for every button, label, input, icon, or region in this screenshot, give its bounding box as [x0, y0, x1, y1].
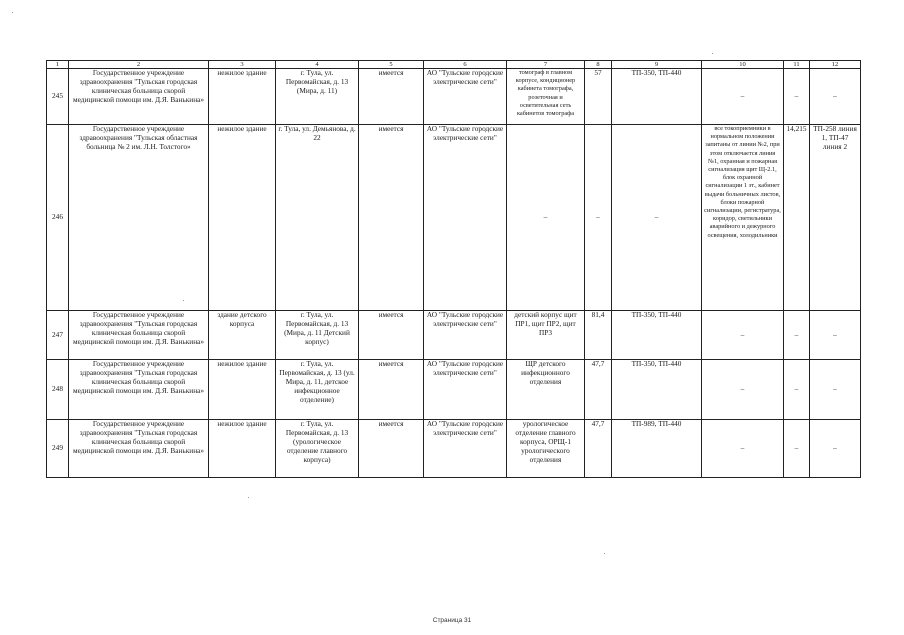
scan-speck	[183, 300, 184, 301]
institution-name: Государственное учреждение здравоохранения "Тульская городская клиническая больница скорой медицинской помощи им. Д.Я. Ванькина»	[69, 311, 209, 360]
row-number: 246	[47, 125, 69, 311]
row-number: 248	[47, 360, 69, 420]
row-number: 247	[47, 311, 69, 360]
institution-name: Государственное учреждение здравоохранения "Тульская городская клиническая больница скорой медицинской помощи им. Д.Я. Ванькина»	[69, 360, 209, 420]
substations: –	[612, 125, 702, 311]
col11-value: –	[784, 360, 810, 420]
building-type: нежилое здание	[209, 125, 276, 311]
col-header: 7	[507, 61, 585, 69]
col-header: 8	[585, 61, 612, 69]
address: г. Тула, ул. Первомайская, д. 13 (Мира, д. 11 Детский корпус)	[276, 311, 359, 360]
institution-name: Государственное учреждение здравоохранения "Тульская областная больница № 2 им. Л.Н. Толстого»	[69, 125, 209, 311]
network-org: АО "Тульские городские электрические сети"	[424, 360, 507, 420]
availability: имеется	[359, 69, 424, 125]
building-type: нежилое здание	[209, 69, 276, 125]
col12-value: –	[810, 420, 861, 478]
row-number: 249	[47, 420, 69, 478]
col-header: 1	[47, 61, 69, 69]
scan-speck	[604, 553, 605, 554]
col11-value: –	[784, 69, 810, 125]
equipment-description: детский корпус щит ПР1, щит ПР2, щит ПР3	[507, 311, 585, 360]
col-header: 6	[424, 61, 507, 69]
col12-value: –	[810, 69, 861, 125]
col11-value: –	[784, 420, 810, 478]
col-header: 4	[276, 61, 359, 69]
building-type: нежилое здание	[209, 360, 276, 420]
network-org: АО "Тульские городские электрические сети"	[424, 125, 507, 311]
building-type: здание детского корпуса	[209, 311, 276, 360]
address: г. Тула, ул. Первомайская, д. 13 (ул. Мира, д. 11, детское инфекционное отделение)	[276, 360, 359, 420]
power-value: 81,4	[585, 311, 612, 360]
table-row	[47, 69, 861, 125]
address: г. Тула, ул. Первомайская, д. 13 (урологическое отделение главного корпуса)	[276, 420, 359, 478]
network-org: АО "Тульские городские электрические сети"	[424, 420, 507, 478]
equipment-description: урологическое отделение главного корпуса, ОРЩ-1 урологического отделения	[507, 420, 585, 478]
institution-name: Государственное учреждение здравоохранения "Тульская городская клиническая больница скорой медицинской помощи им. Д.Я. Ванькина»	[69, 69, 209, 125]
col10-value: –	[702, 69, 784, 125]
table-row	[47, 360, 861, 420]
col-header: 10	[702, 61, 784, 69]
col12-value: ТП-258 линия 1, ТП-47 линия 2	[810, 125, 861, 311]
availability: имеется	[359, 125, 424, 311]
institution-name: Государственное учреждение здравоохранения "Тульская городская клиническая больница скорой медицинской помощи им. Д.Я. Ванькина»	[69, 420, 209, 478]
substations: ТП-350, ТП-440	[612, 69, 702, 125]
page-number: Страница 31	[432, 617, 472, 624]
col-header: 2	[69, 61, 209, 69]
availability: имеется	[359, 311, 424, 360]
scan-speck	[12, 12, 13, 13]
substations: ТП-989, ТП-440	[612, 420, 702, 478]
availability: имеется	[359, 360, 424, 420]
equipment-description: –	[507, 125, 585, 311]
power-value: 57	[585, 69, 612, 125]
substations: ТП-350, ТП-440	[612, 311, 702, 360]
network-org: АО "Тульские городские электрические сети"	[424, 69, 507, 125]
col-header: 9	[612, 61, 702, 69]
network-org: АО "Тульские городские электрические сети"	[424, 311, 507, 360]
address: г. Тула, ул. Первомайская, д. 13 (Мира, д. 11)	[276, 69, 359, 125]
col11-value: –	[784, 311, 810, 360]
scan-speck	[248, 497, 249, 498]
table-row	[47, 420, 861, 478]
row-number: 245	[47, 69, 69, 125]
col12-value: –	[810, 360, 861, 420]
power-value: 47,7	[585, 360, 612, 420]
substations: ТП-350, ТП-440	[612, 360, 702, 420]
equipment-description: ЩР детского инфекционного отделения	[507, 360, 585, 420]
table-row	[47, 311, 861, 360]
col10-value: –	[702, 360, 784, 420]
availability: имеется	[359, 420, 424, 478]
col12-value: –	[810, 311, 861, 360]
building-type: нежилое здание	[209, 420, 276, 478]
table-row	[47, 125, 861, 311]
col-header: 12	[810, 61, 861, 69]
col-header: 11	[784, 61, 810, 69]
power-value: 47,7	[585, 420, 612, 478]
scan-speck	[712, 53, 713, 54]
column-number-row	[47, 61, 861, 69]
col10-value: –	[702, 420, 784, 478]
col10-value: все токоприемники в нормальном положении запитаны от линии №2, при этом отключается линия №1, охранная и пожарная сигнализация щит Щ-2.1, блок охранной сигнализации 1 эт., кабинет выдачи больничных листов, блоки пожарной сигнализации, регистратура, коридор, светильники аварийного и дежурного освещения, холодильники	[702, 125, 784, 311]
address: г. Тула, ул. Демьянова, д. 22	[276, 125, 359, 311]
col11-value: 14,215	[784, 125, 810, 311]
col-header: 5	[359, 61, 424, 69]
col-header: 3	[209, 61, 276, 69]
register-table	[46, 60, 861, 478]
equipment-description: томограф в главном корпусе, кондиционер кабинета томографа, розеточная и осветительная сеть кабинетов томографа	[507, 69, 585, 125]
col10-value: –	[702, 311, 784, 360]
power-value: –	[585, 125, 612, 311]
